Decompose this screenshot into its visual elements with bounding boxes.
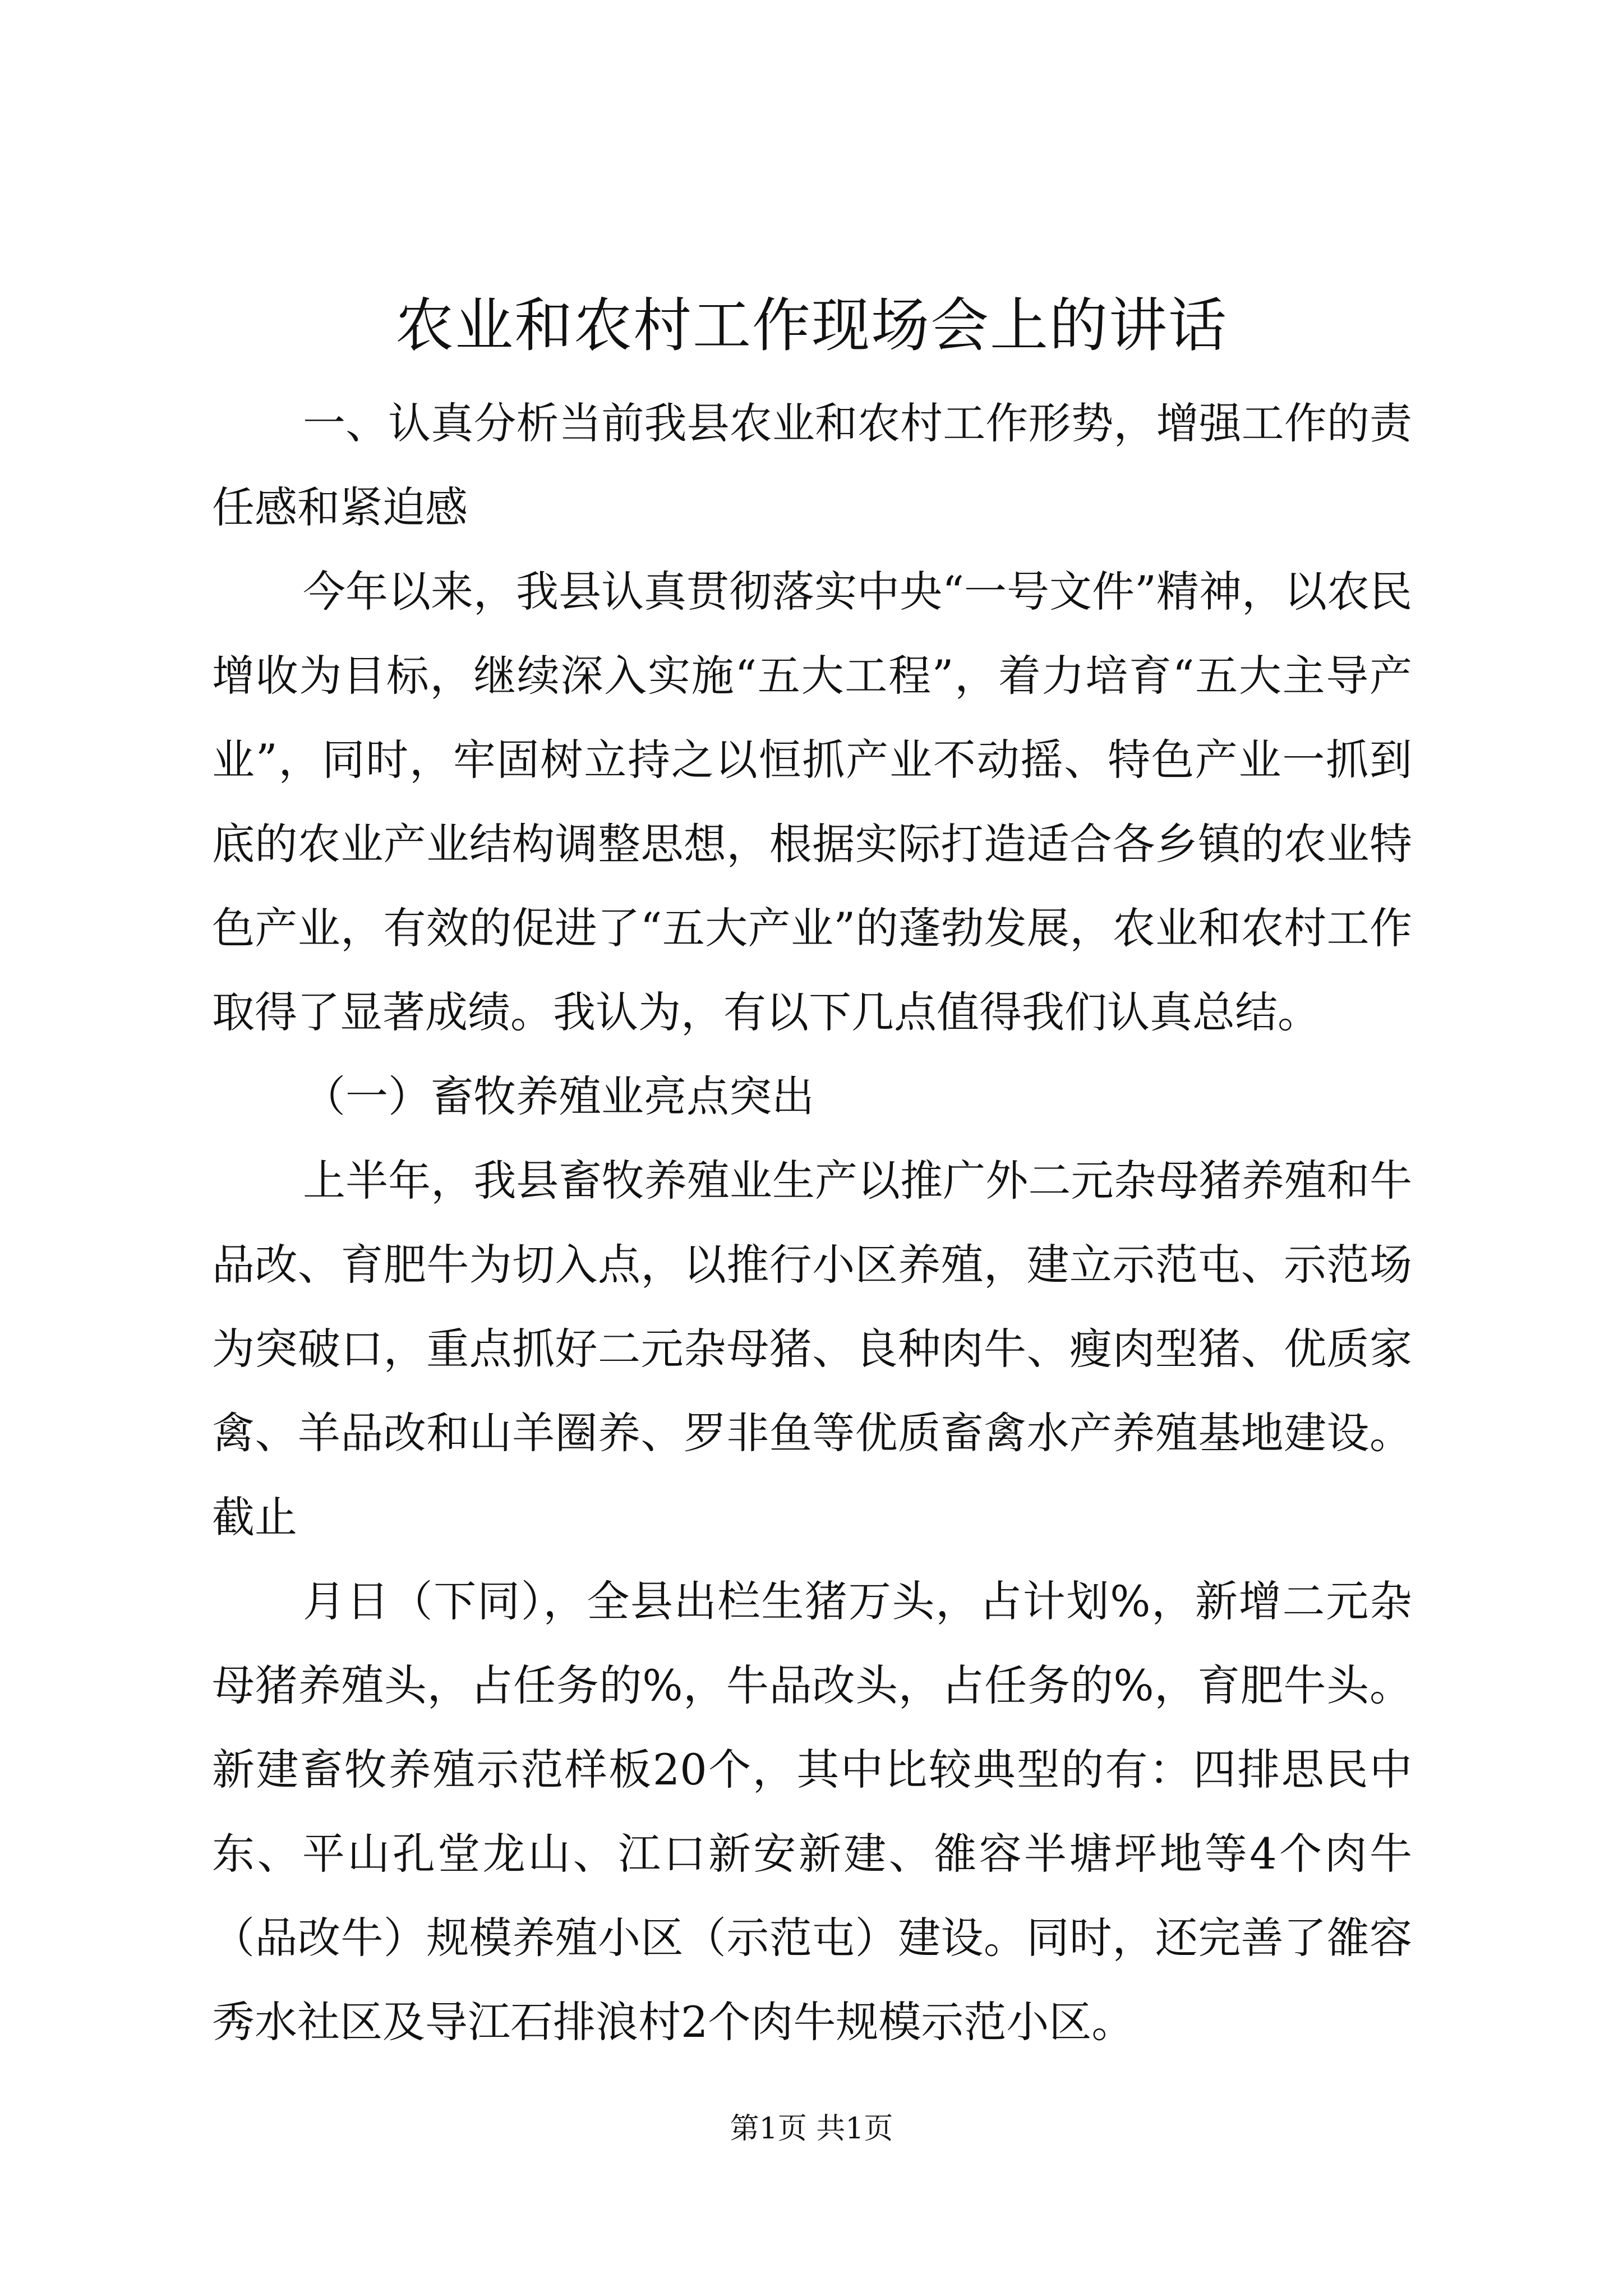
- page-number-footer: 第1页 共1页: [730, 2112, 893, 2146]
- section-heading: 一、认真分析当前我县农业和农村工作形势，增强工作的责任感和紧迫感: [212, 398, 1412, 532]
- subsection-heading: （一）畜牧养殖业亮点突出: [303, 1071, 814, 1121]
- document-title: 农业和农村工作现场会上的讲话: [395, 291, 1228, 360]
- document-body: [212, 381, 1412, 2064]
- body-paragraph: 今年以来，我县认真贯彻落实中央“一号文件”精神，以农民增收为目标，继续深入实施“五大工程”，着力培育“五大主导产业”，同时，牢固树立持之以恒抓产业不动摇、特色产业一抓到底的农业产业结构调整思想，根据实际打造适合各乡镇的农业特色产业，有效的促进了“五大产业”的蓬勃发展，农业和农村工作取得了显著成绩。我认为，有以下几点值得我们认真总结。: [212, 567, 1412, 1037]
- body-paragraph: 月日（下同），全县出栏生猪万头，占计划%，新增二元杂母猪养殖头，占任务的%，牛品改头，占任务的%，育肥牛头。新建畜牧养殖示范样板20个，其中比较典型的有：四排思民中东、平山孔堂龙山、江口新安新建、雒容半塘坪地等4个肉牛（品改牛）规模养殖小区（示范屯）建设。同时，还完善了雒容秀水社区及导江石排浪村2个肉牛规模示范小区。: [212, 1576, 1412, 2047]
- body-paragraph: 上半年，我县畜牧养殖业生产以推广外二元杂母猪养殖和牛品改、育肥牛为切入点，以推行小区养殖，建立示范屯、示范场为突破口，重点抓好二元杂母猪、良种肉牛、瘦肉型猪、优质家禽、羊品改和山羊圈养、罗非鱼等优质畜禽水产养殖基地建设。截止: [212, 1156, 1412, 1542]
